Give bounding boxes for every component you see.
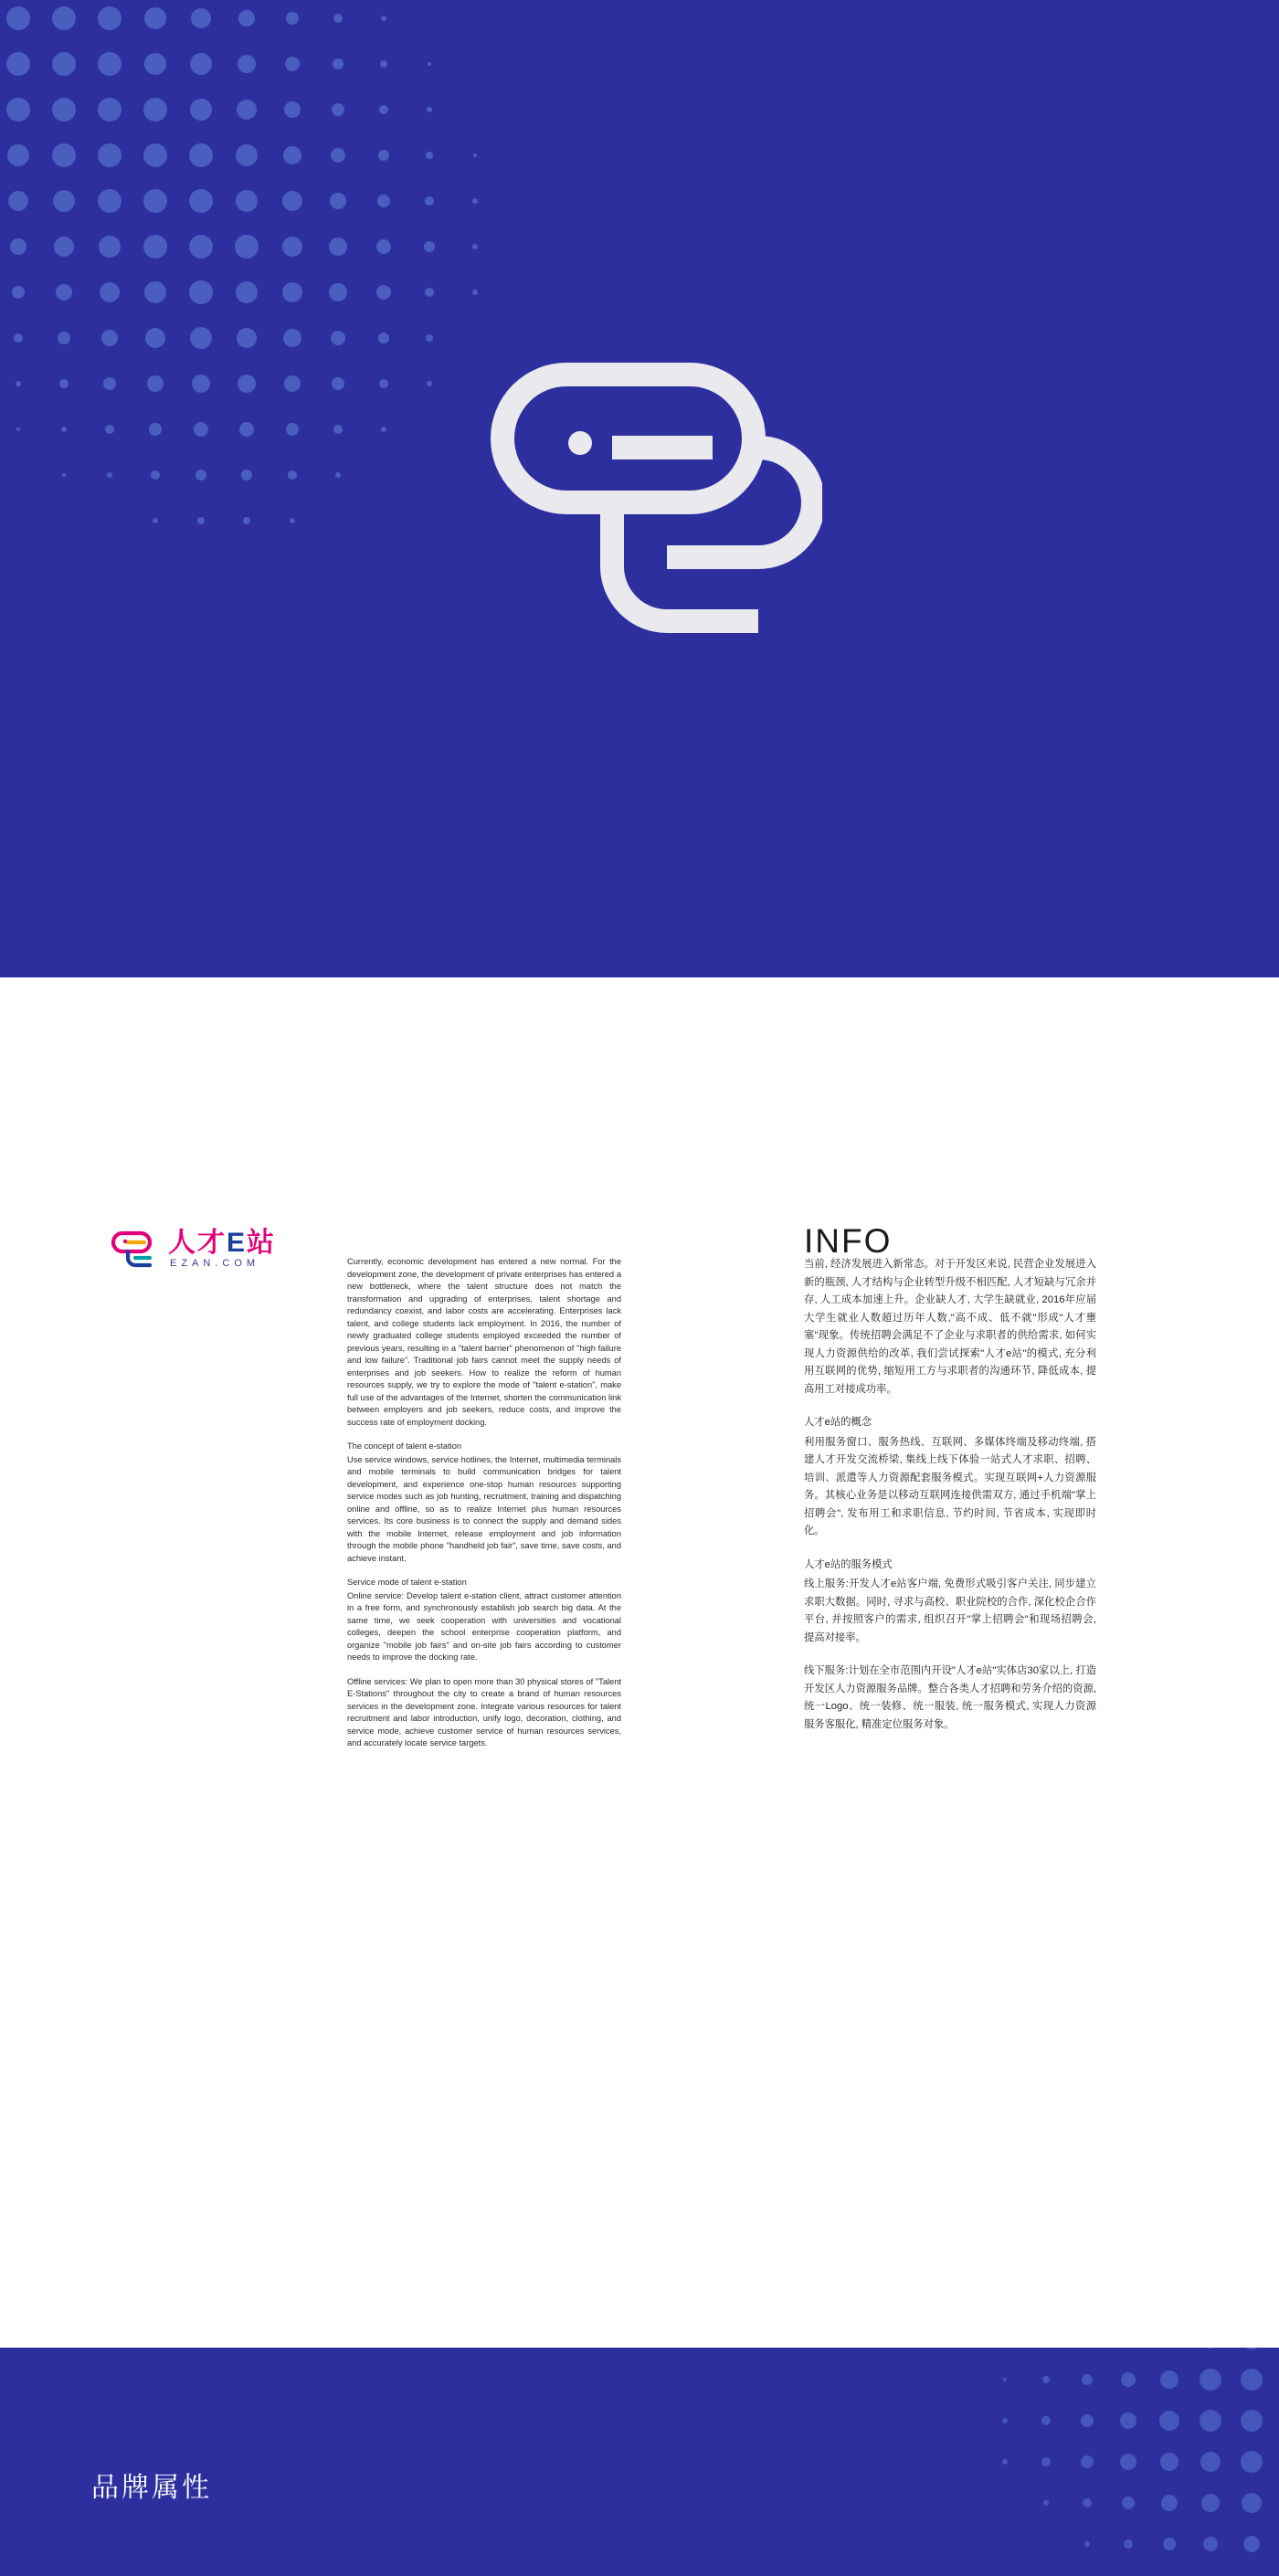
brand-name-cn-text: 人才E站 <box>168 1228 277 1258</box>
chinese-copy-column <box>804 1256 1096 1749</box>
footer-section-title: 品牌属性 <box>91 2473 212 2503</box>
brand-lockup <box>110 1219 320 1302</box>
brand-name-en: EZAN.COM <box>170 1258 260 1269</box>
cn-paragraph-4: 线下服务:计划在全市范围内开设"人才e站"实体店30家以上, 打造开发区人力资源服务品牌。整合各类人才招聘和劳务介绍的资源, 统一Logo、统一装修、统一服装, 统一服务模式, 实现人力资源服务客服化, 精准定位服务对象。 <box>804 1665 1096 1730</box>
en-paragraph-1: Currently, economic development has entered a new normal. For the development zone, the development of private enterprises has entered a new bottleneck, where the talent structure does not match the transformation and upgrading of enterprises, talent shortage and redundancy coexist, and labor costs are accelerating. Enterprises lack talent, and college students lack employment. In 2016, the number of newly graduated college students employed exceeded the number of previous years, resulting in a "talent barrier" phenomenon of "high failure and low failure". Traditional job fairs cannot meet the supply needs of enterprises and job seekers. How to realize the reform of human resources supply, we try to explore the mode of "talent e-station", make full use of the advantages of the Internet, shorten the communication link between employers and job seekers, reduce costs, and improve the success rate of employment docking. <box>347 1257 621 1427</box>
cn-paragraph-2: 利用服务窗口、服务热线、互联网、多媒体终端及移动终端, 搭建人才开发交流桥梁, 集线上线下体验一站式人才求职、招聘、培训、派遣等人力资源配套服务模式。实现互联网+人力资源服务。其核心业务是以移动互联网连接供需双方, 通过手机端"掌上招聘会", 发布用工和求职信息, 节约时间, 节省成本, 实现即时化。 <box>804 1436 1096 1536</box>
ezan-small-logo-icon <box>110 1221 161 1272</box>
page-title: INFO <box>804 1222 893 1260</box>
ezan-logo-icon <box>457 265 822 649</box>
info-section <box>0 977 1279 2348</box>
footer-dot-pattern <box>895 2348 1279 2576</box>
en-heading-3: Service mode of talent e-station <box>347 1578 467 1587</box>
en-heading-2: The concept of talent e-station <box>347 1441 462 1451</box>
hero-banner <box>0 0 1279 977</box>
brand-name-cn <box>168 1219 276 1260</box>
cn-paragraph-3: 线上服务:开发人才e站客户端, 免费形式吸引客户关注, 同步建立求职大数据。同时, 寻求与高校、职业院校的合作, 深化校企合作平台, 并按照客户的需求, 组织召开"掌上招聘会"和现场招聘会, 提高对接率。 <box>804 1578 1096 1643</box>
cn-paragraph-1: 当前, 经济发展进入新常态。对于开发区来说, 民营企业发展进入新的瓶颈, 人才结构与企业转型升级不相匹配, 人才短缺与冗余并存, 人工成本加速上升。企业缺人才, 大学生缺就业, 2016年应届大学生就业人数超过历年人数,"高不成、低不就"形成"人才壅塞"现象。传统招聘会满足不了企业与求职者的供给需求, 如何实现人力资源供给的改革, 我们尝试探索"人才e站"的模式, 充分利用互联网的优势, 缩短用工方与求职者的沟通环节, 降低成本, 提高用工对接成功率。 <box>804 1259 1096 1395</box>
cn-heading-3: 人才e站的服务模式 <box>804 1558 893 1570</box>
english-copy-column <box>347 1256 621 1762</box>
en-paragraph-4: Offline services: We plan to open more than 30 physical stores of "Talent E-Stations" throughout the city to create a brand of human resources services in the development zone. Integrate various resources for talent recruitment and labor introduction, unify logo, decoration, clothing, and service mode, achieve customer service of human resources services, and accurately locate service targets. <box>347 1676 621 1747</box>
footer-banner <box>0 2348 1279 2576</box>
en-paragraph-2: Use service windows, service hotlines, the Internet, multimedia terminals and mobile terminals to build communication bridges for talent development, and experience one-stop human resources supporting service modes such as job hunting, recruitment, training and dispatching online and offline, so as to realize Internet plus human resources services. Its core business is to connect the supply and demand sides with the mobile Internet, release employment and job information through the mobile phone "handheld job fair", save time, save costs, and achieve instant. <box>347 1454 621 1563</box>
en-paragraph-3: Online service: Develop talent e-station client, attract customer attention in a free form, and synchronously establish job search big data. At the same time, we seek cooperation with universities and vocational colleges, deepen the school enterprise cooperation platform, and organize "mobile job fairs" and on-site job fairs according to customer needs to improve the docking rate. <box>347 1590 621 1662</box>
cn-heading-2: 人才e站的概念 <box>804 1417 872 1428</box>
